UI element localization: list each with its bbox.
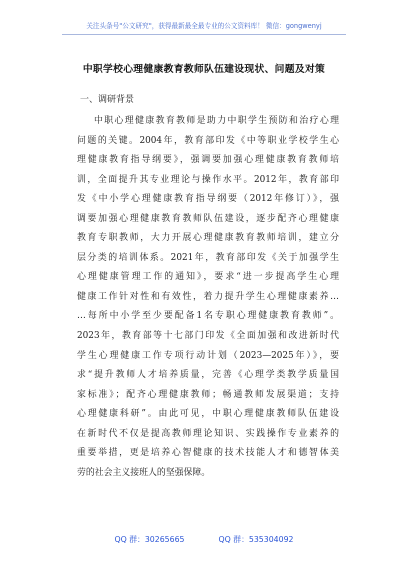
document-title: 中职学校心理健康教育教师队伍建设现状、问题及对策 (82, 64, 326, 75)
paragraph-line: 劳的社会主义接班人的坚强保障。 (77, 467, 211, 478)
paragraph-line: 问题的关键。2004年，教育部印发《中等职业学校学生心 (77, 135, 339, 146)
paragraph-line: 在新时代不仅是提高教师理论知识、实践操作专业素养的 (77, 428, 339, 439)
paragraph-line: 2023年，教育部等十七部门印发《全面加强和改进新时代 (77, 331, 339, 342)
header-divider (62, 34, 346, 35)
paragraph-line: 求“提升教师人才培养质量，完善《心理学类教学质量国 (77, 370, 339, 381)
qq-group-2: QQ 群：535304092 (218, 535, 294, 544)
paragraph-line: 层分类的培训体系。2021年，教育部印发《关于加强学生 (77, 252, 339, 263)
paragraph-line: 学生心理健康工作专项行动计划（2023—2025年）》，要 (77, 350, 339, 361)
paragraph-line: 中职心理健康教育教师是助力中职学生预防和治疗心理 (94, 116, 339, 126)
header-banner: 关注头条号"公文研究"，获得最新最全最专业的公文资料库！ 微信：gongwenyj (86, 22, 322, 30)
paragraph-line: 调要加强心理健康教育教师队伍建设，逐步配齐心理健康 (77, 213, 339, 224)
qq-group-1: QQ 群：30265665 (114, 535, 185, 544)
paragraph-line: 教育专职教师，大力开展心理健康教育教师培训，建立分 (77, 233, 339, 244)
paragraph-line: 发《中小学心理健康教育指导纲要（2012年修订）》，强 (77, 194, 339, 205)
paragraph-line: 健康工作针对性和有效性，着力提升学生心理健康素养… (77, 291, 339, 302)
body-paragraph (77, 112, 339, 483)
paragraph-line: …每所中小学至少要配备1名专职心理健康教育教师”。 (77, 311, 339, 322)
paragraph-line: 心理健康科研”。由此可见，中职心理健康教师队伍建设 (77, 409, 339, 420)
paragraph-line: 心理健康管理工作的通知》，要求“进一步提高学生心理 (77, 272, 339, 283)
paragraph-line: 重要举措，更是培养心智健康的技术技能人才和德智体美 (77, 448, 339, 459)
paragraph-line: 理健康教育指导纲要》，强调要加强心理健康教育教师培 (77, 155, 339, 166)
footer-qq-groups (0, 534, 408, 545)
paragraph-line: 训，全面提升其专业理论与操作水平。2012年，教育部印 (77, 174, 339, 185)
paragraph-line: 家标准》；配齐心理健康教师；畅通教师发展渠道；支持 (77, 389, 339, 400)
section-heading: 一、调研背景 (80, 95, 135, 105)
